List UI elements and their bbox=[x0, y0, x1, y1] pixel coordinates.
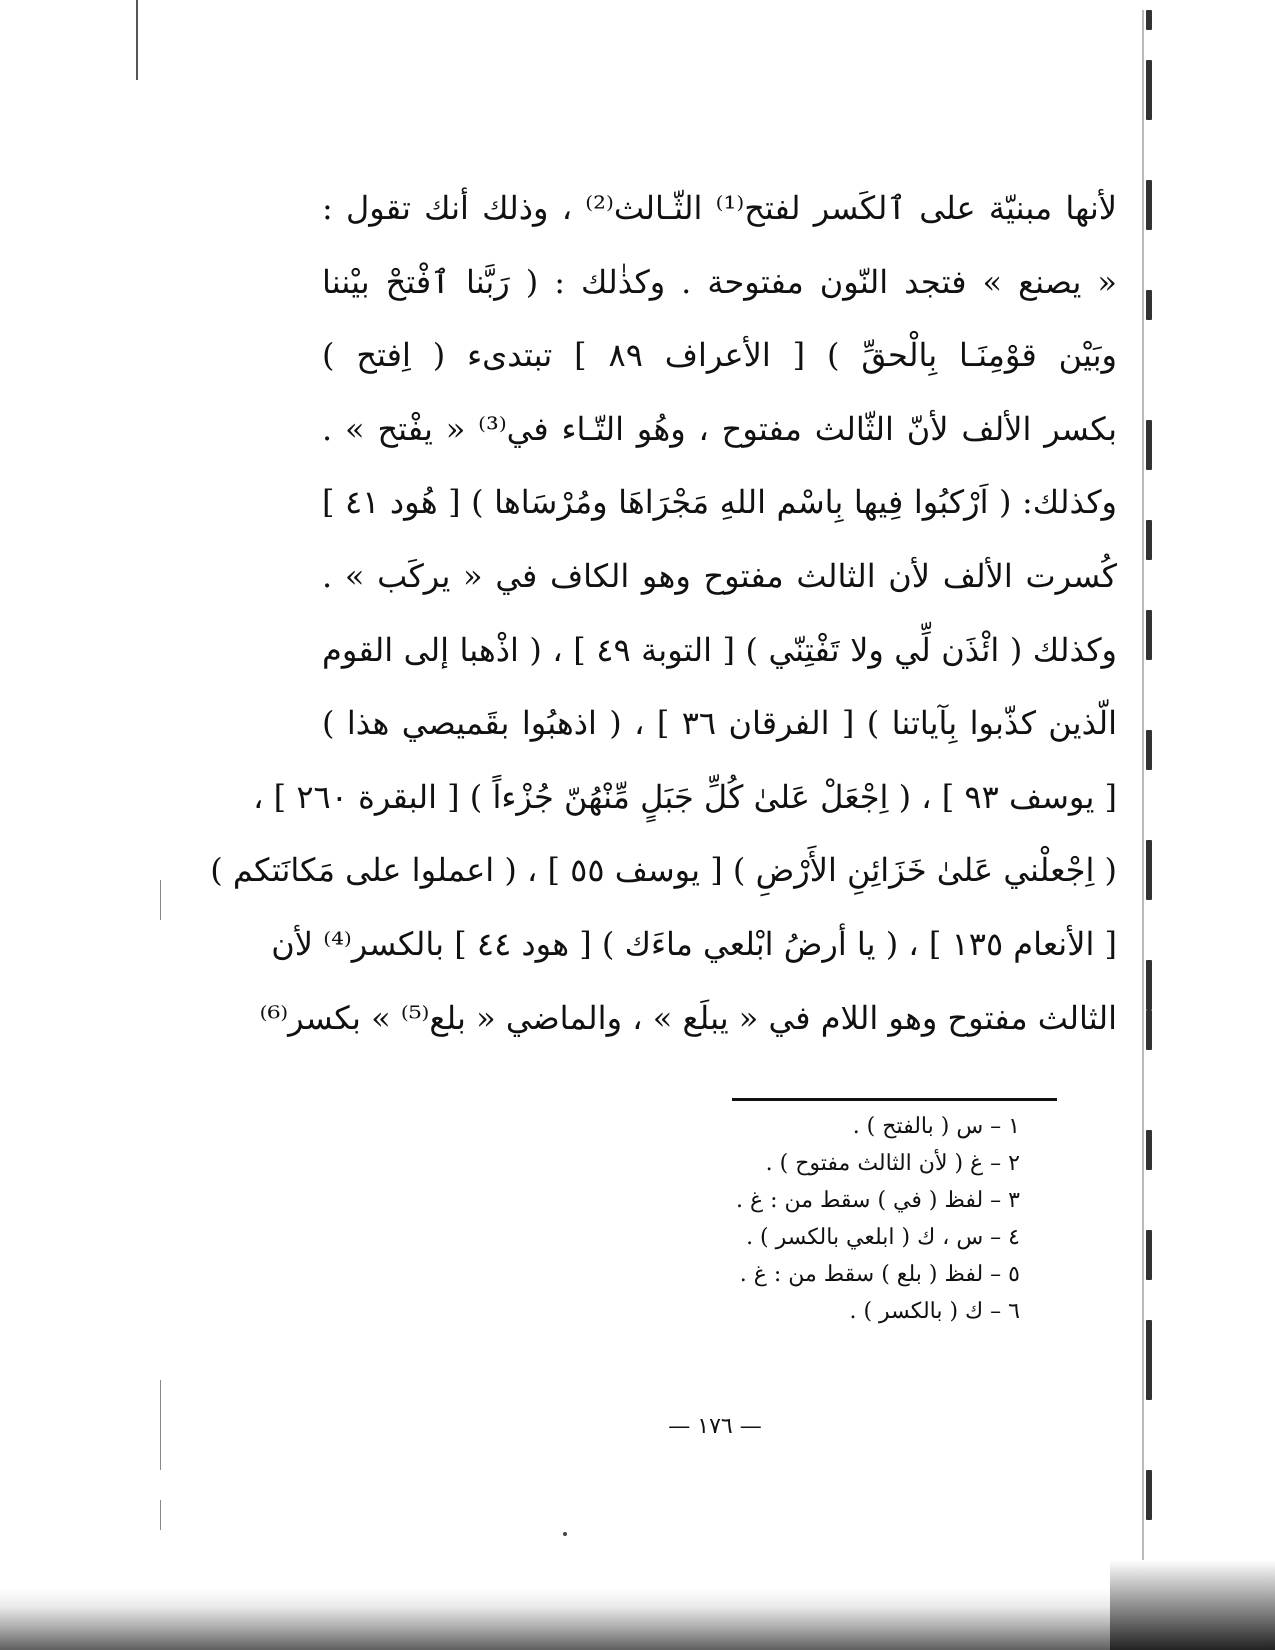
text-line: [ يوسف ٩٣ ] ، ( اِجْعَلْ عَلىٰ كُلِّ جَبَلٍ مِّنْهُنّ جُزْءاً ) [ البقرة ٢٦٠ ] ، bbox=[253, 777, 1117, 816]
footnote-separator bbox=[732, 1098, 1057, 1101]
scan-artifact-tick bbox=[160, 880, 161, 920]
text-line: ( اِجْعلْني عَلىٰ خَزَائِنِ الأَرْضِ ) [ يوسف ٥٥ ] ، ( اعملوا على مَكانَتكم ) bbox=[210, 851, 1117, 890]
scan-artifact-right-strip bbox=[1138, 0, 1168, 1650]
main-text-block bbox=[210, 172, 1118, 1055]
text-line: وكذلك ( ائْذَن لِّي ولا تَفْتِنّي ) [ التوبة ٤٩ ] ، ( اذْهبا إلى القوم bbox=[322, 630, 1118, 669]
text-line: لأنها مبنيّة على ٱلكَسر لفتح⁽¹⁾ الثّـالث⁽²⁾ ، وذلك أنك تقول : bbox=[322, 189, 1118, 227]
scan-artifact-dot bbox=[563, 1532, 567, 1536]
scan-artifact-left-rule bbox=[136, 0, 138, 80]
footnote: ٥ – لفظ ( بلع ) سقط من : غ . bbox=[739, 1262, 1020, 1287]
footnote: ٣ – لفظ ( في ) سقط من : غ . bbox=[735, 1188, 1020, 1213]
text-line: بكسر الألف لأنّ الثّالث مفتوح ، وهُو التّـاء في⁽³⁾ « يفْتح » . bbox=[322, 409, 1118, 448]
scan-artifact-tick bbox=[160, 1380, 161, 1470]
footnote: ١ – س ( بالفتح ) . bbox=[852, 1114, 1020, 1139]
text-line: الثالث مفتوح وهو اللام في « يبلَع » ، والماضي « بلع⁽⁵⁾ » بكسر⁽⁶⁾ bbox=[259, 998, 1117, 1037]
footnote: ٢ – غ ( لأن الثالث مفتوح ) . bbox=[765, 1151, 1020, 1176]
text-line: الّذين كذّبوا بِآياتنا ) [ الفرقان ٣٦ ] ، ( اذهبُوا بقَميصي هذا ) bbox=[322, 704, 1118, 743]
scan-artifact-bottom-edge bbox=[1110, 1560, 1275, 1650]
scan-artifact-tick bbox=[160, 1500, 161, 1530]
text-line: « يصنع » فتجد النّون مفتوحة . وكذٰلك : ( رَبَّنا ٱفْتحْ بيْننا bbox=[322, 262, 1117, 301]
scan-artifact-bottom-band bbox=[0, 1588, 1275, 1650]
footnote: ٦ – ك ( بالكسر ) . bbox=[849, 1299, 1020, 1324]
footnote: ٤ – س ، ك ( ابلعي بالكسر ) . bbox=[746, 1225, 1020, 1250]
page-number: — ١٧٦ — bbox=[668, 1414, 762, 1439]
text-line: [ الأنعام ١٣٥ ] ، ( يا أرضُ ابْلعي ماءَك ) [ هود ٤٤ ] بالكسر⁽⁴⁾ لأن bbox=[271, 924, 1117, 963]
text-line: كُسرت الألف لأن الثالث مفتوح وهو الكاف في « يركَب » . bbox=[322, 556, 1118, 595]
text-line: وبَيْن قوْمِنَـا بِالْحقِّ ) [ الأعراف ٨٩ ] تبتدىء ( اِفتح ) bbox=[322, 336, 1118, 375]
footnotes-block bbox=[640, 1108, 1020, 1330]
text-line: وكذلك: ( اَرْكبُوا فِيها بِاسْم اللهِ مَجْرَاهَا ومُرْسَاها ) [ هُود ٤١ ] bbox=[322, 483, 1117, 522]
